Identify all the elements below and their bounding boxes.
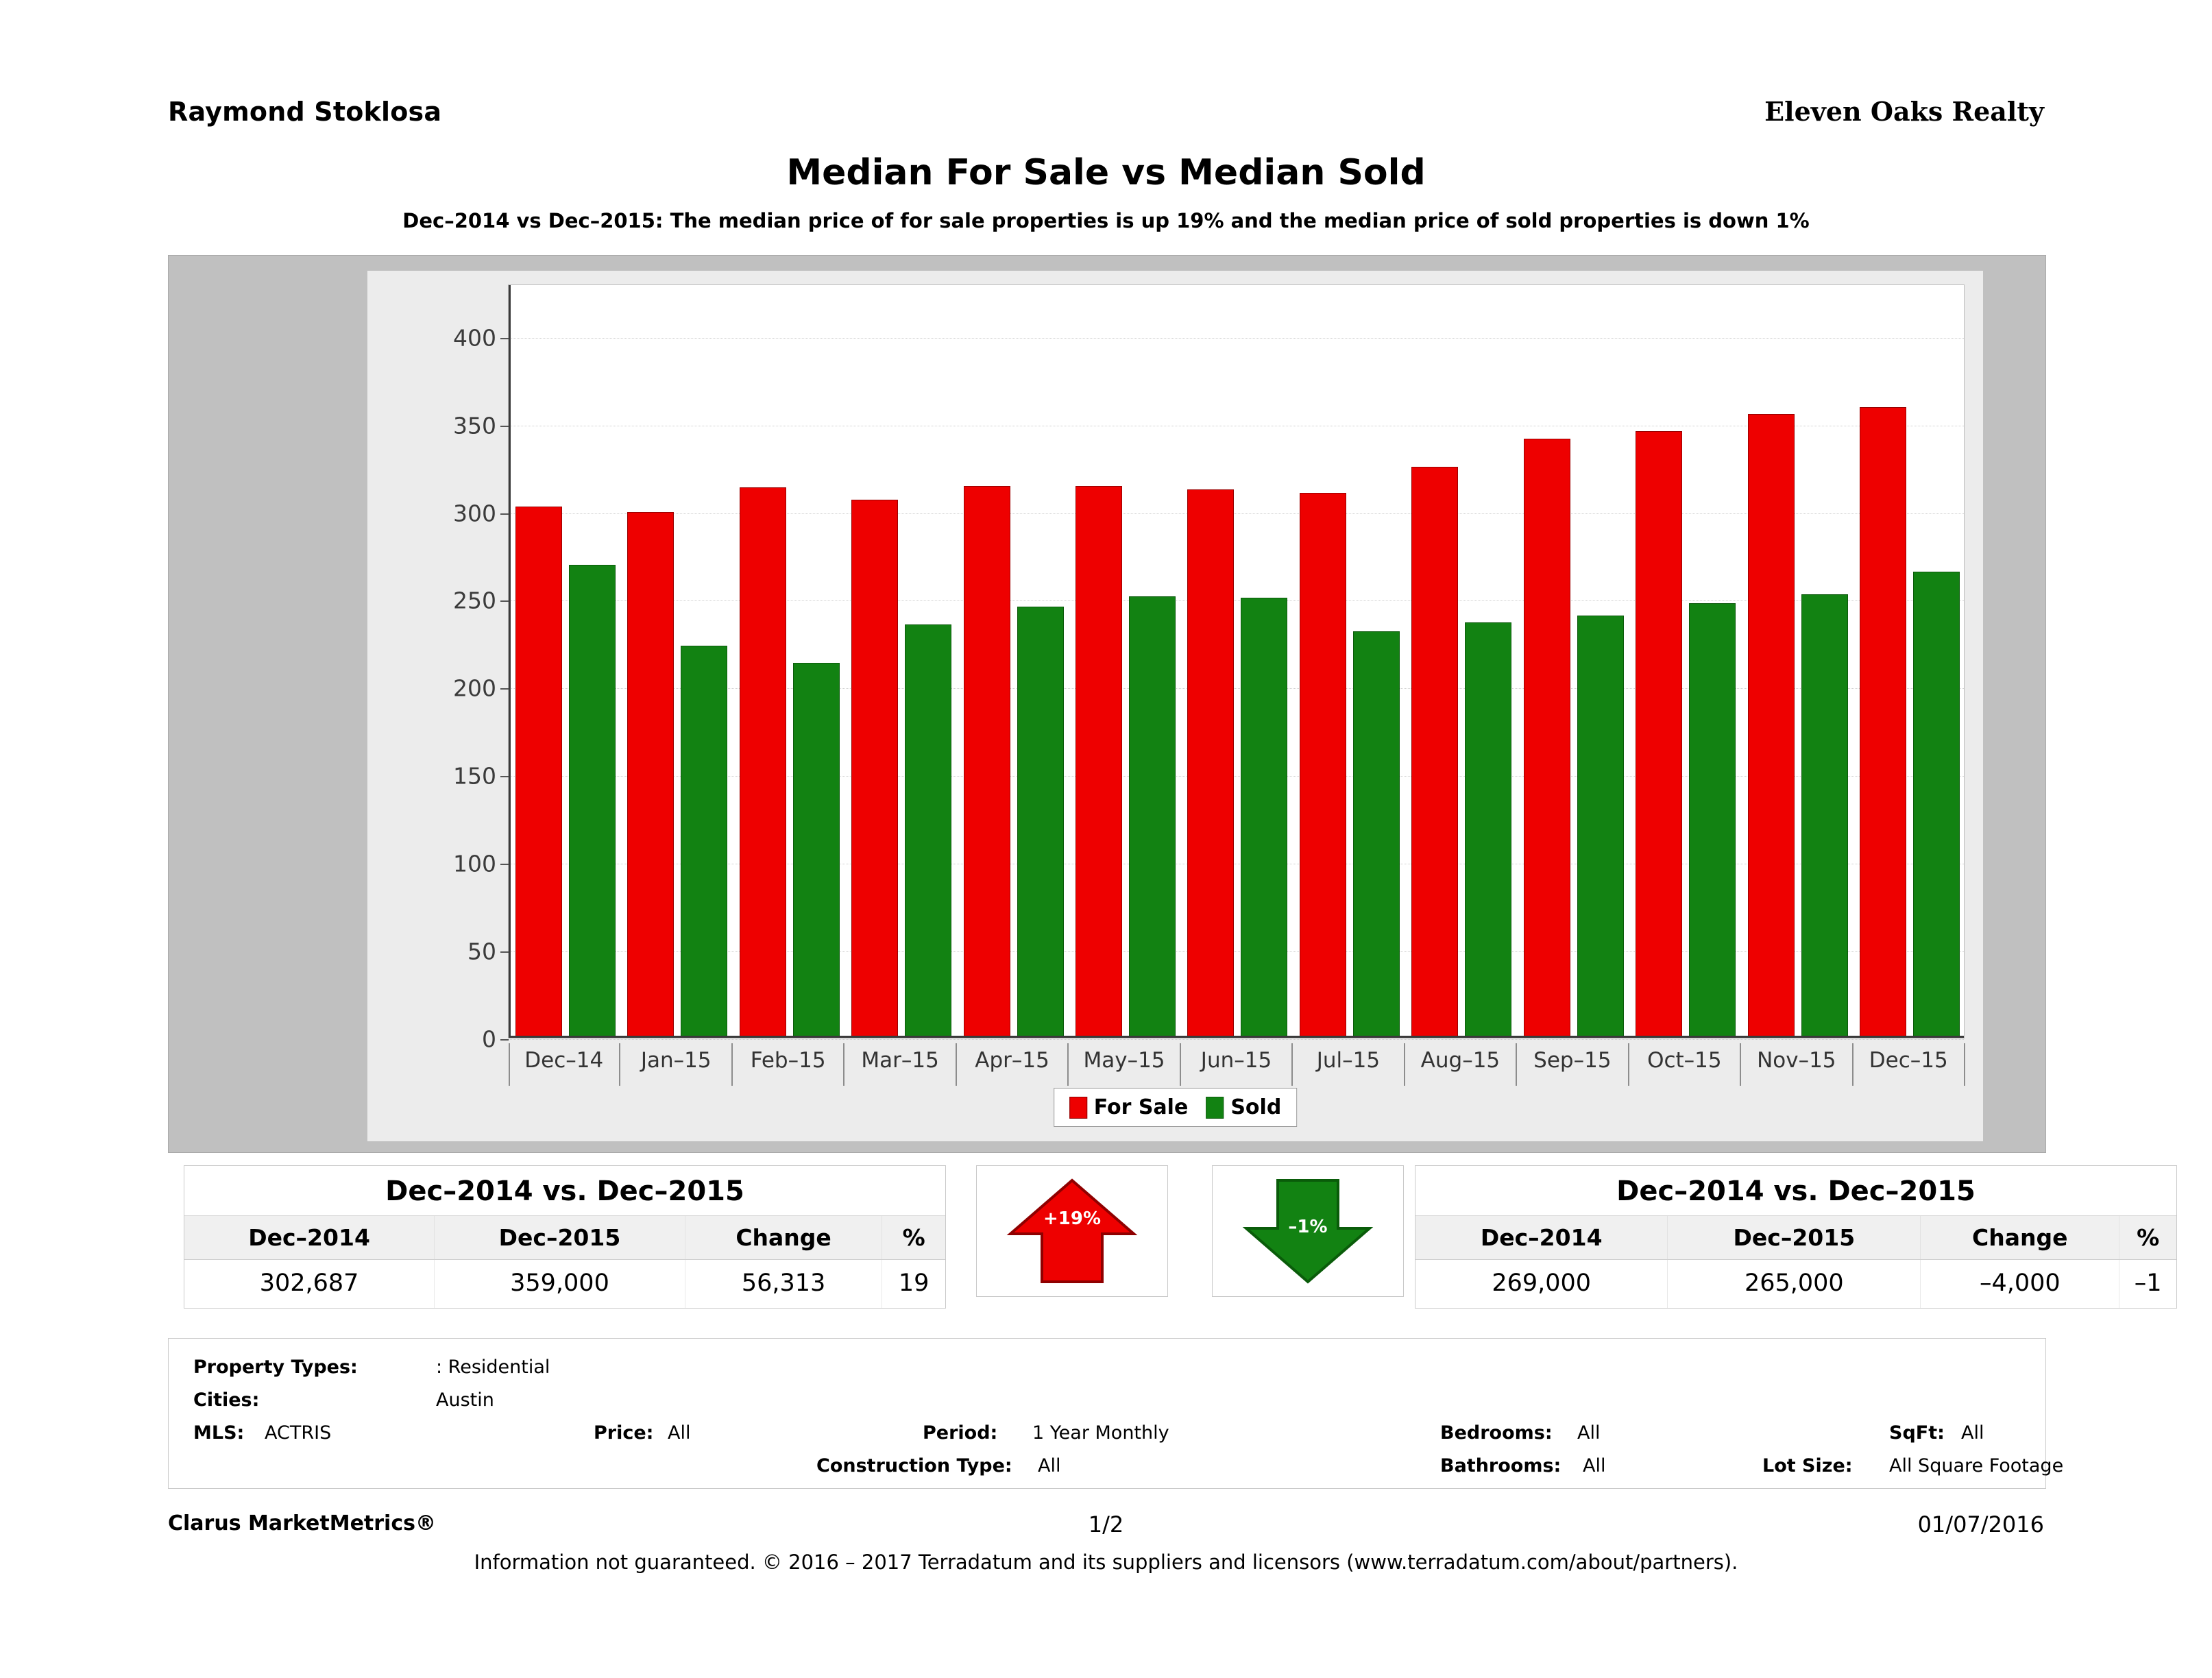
bar-sold [905, 624, 951, 1038]
footer-disclaimer: Information not guaranteed. © 2016 – 2017 Terradatum and its suppliers and licensors (www.terradatum.com/about/partners). [474, 1551, 1738, 1574]
y-tick-mark [500, 1039, 509, 1041]
table-header-row [184, 1216, 945, 1260]
label-bedrooms: Bedrooms: [1440, 1422, 1553, 1444]
x-tick-label: Feb–15 [750, 1048, 826, 1073]
col-dec-2015: Dec–2015 [1668, 1216, 1921, 1260]
bar-group [1517, 285, 1629, 1038]
criteria-cities-value: Austin [436, 1389, 494, 1411]
x-tick-label: Sep–15 [1533, 1048, 1612, 1073]
label-cities: Cities: [193, 1389, 260, 1411]
criteria-bedrooms-value: All [1577, 1422, 1601, 1444]
x-tick-label: May–15 [1083, 1048, 1165, 1073]
bar-sold [1577, 616, 1624, 1038]
y-tick-mark [500, 513, 509, 515]
bar-group [844, 285, 956, 1038]
bar-for-sale [515, 507, 562, 1038]
chart-frame [168, 255, 2046, 1153]
bar-sold [1241, 598, 1287, 1038]
col-percent: % [882, 1216, 945, 1260]
comparison-right-title: Dec–2014 vs. Dec–2015 [1415, 1166, 2176, 1216]
criteria-property-types [193, 1357, 358, 1378]
bar-sold [1465, 622, 1511, 1038]
y-tick-mark [500, 776, 509, 777]
comparison-left-title: Dec–2014 vs. Dec–2015 [184, 1166, 945, 1216]
cell-percent: 19 [898, 1269, 929, 1297]
legend-item-sold [1206, 1095, 1281, 1119]
agent-name: Raymond Stoklosa [168, 97, 442, 127]
legend-item-for-sale [1069, 1095, 1189, 1119]
comparison-table-sold [1415, 1165, 2177, 1309]
label-sqft: SqFt: [1889, 1422, 1945, 1444]
bar-for-sale [1075, 486, 1122, 1038]
cell-dec-2015: 265,000 [1668, 1260, 1921, 1309]
criteria-bathrooms [1440, 1455, 1561, 1476]
x-tick-label: Oct–15 [1647, 1048, 1722, 1073]
label-price: Price: [594, 1422, 654, 1444]
criteria-property-types-value: : Residential [436, 1357, 550, 1378]
cell-dec-2014: 269,000 [1415, 1260, 1668, 1309]
legend-label-sold: Sold [1230, 1095, 1282, 1119]
label-period: Period: [923, 1422, 998, 1444]
criteria-cities [193, 1389, 259, 1411]
bar-group [620, 285, 732, 1038]
bar-for-sale [1524, 439, 1570, 1038]
label-lot-size: Lot Size: [1762, 1455, 1853, 1476]
x-tick-label: Jan–15 [640, 1048, 712, 1073]
search-criteria-panel [168, 1338, 2064, 1489]
y-tick-mark [500, 600, 509, 602]
bar-group [1181, 285, 1293, 1038]
y-tick-mark [500, 951, 509, 953]
y-tick-label: 350 [453, 412, 496, 439]
y-tick-mark [500, 688, 509, 690]
col-dec-2015: Dec–2015 [435, 1216, 685, 1260]
cell-dec-2014: 302,687 [184, 1260, 435, 1309]
criteria-mls-value: ACTRIS [265, 1422, 332, 1444]
bar-sold [1689, 603, 1736, 1038]
trend-up-label: +19% [1043, 1208, 1102, 1229]
chart-canvas [367, 271, 1983, 1141]
bar-group [1629, 285, 1741, 1038]
bar-sold [1913, 572, 1960, 1038]
x-tick-label: Dec–15 [1869, 1048, 1948, 1073]
x-tick-label: Aug–15 [1420, 1048, 1500, 1073]
criteria-sqft [1889, 1422, 1945, 1444]
y-tick-label: 0 [482, 1025, 496, 1053]
criteria-sqft-value: All [1961, 1422, 1984, 1444]
criteria-lot-size-value: All Square Footage [1889, 1455, 2064, 1476]
bar-group [1293, 285, 1405, 1038]
bar-for-sale [627, 512, 674, 1038]
legend-swatch-sold [1206, 1097, 1224, 1119]
criteria-bedrooms [1440, 1422, 1553, 1444]
x-tick-label: Jun–15 [1200, 1048, 1272, 1073]
cell-change: –4,000 [1921, 1260, 2119, 1309]
criteria-lot-size [1762, 1455, 1853, 1476]
bar-sold [681, 646, 727, 1038]
criteria-period [923, 1422, 997, 1444]
footer-date: 01/07/2016 [1917, 1511, 2044, 1537]
trend-indicator-down [1212, 1165, 1404, 1297]
label-mls: MLS: [193, 1422, 245, 1444]
page-title: Median For Sale vs Median Sold [786, 152, 1426, 193]
footer-page-number: 1/2 [1088, 1511, 1124, 1537]
table-row [1415, 1260, 2176, 1309]
bar-group [1741, 285, 1853, 1038]
y-tick-label: 100 [453, 850, 496, 877]
bar-for-sale [851, 500, 898, 1038]
bar-group [509, 285, 620, 1038]
col-dec-2014: Dec–2014 [184, 1216, 435, 1260]
criteria-price [594, 1422, 653, 1444]
label-bathrooms: Bathrooms: [1440, 1455, 1561, 1476]
bar-for-sale [1636, 431, 1682, 1038]
y-tick-label: 150 [453, 762, 496, 790]
col-percent: % [2119, 1216, 2176, 1260]
bars-layer [509, 285, 1964, 1038]
x-axis-labels [508, 1044, 1965, 1085]
bar-for-sale [1300, 493, 1346, 1038]
trend-down-label: –1% [1288, 1217, 1328, 1237]
x-tick-label: Jul–15 [1316, 1048, 1381, 1073]
y-tick-mark [500, 426, 509, 427]
table-header-row [1415, 1216, 2176, 1260]
bar-for-sale [1411, 467, 1458, 1038]
x-tick-label: Apr–15 [975, 1048, 1049, 1073]
bar-group [733, 285, 844, 1038]
table-row [184, 1260, 945, 1309]
page-subtitle: Dec–2014 vs Dec–2015: The median price of for sale properties is up 19% and the median price of sold properties is down 1% [402, 209, 1810, 232]
bar-group [1069, 285, 1180, 1038]
legend-label-for-sale: For Sale [1093, 1095, 1189, 1119]
bar-group [1405, 285, 1517, 1038]
bar-sold [1353, 631, 1400, 1038]
y-tick-mark [500, 338, 509, 339]
y-tick-label: 50 [467, 938, 496, 965]
y-tick-label: 300 [453, 500, 496, 527]
cell-percent: –1 [2134, 1269, 2162, 1297]
col-change: Change [1921, 1216, 2119, 1260]
bar-for-sale [740, 487, 786, 1038]
bar-sold [1801, 594, 1848, 1038]
plot-area [453, 284, 1965, 1053]
y-tick-mark [500, 864, 509, 865]
y-tick-label: 400 [453, 324, 496, 352]
bar-group [957, 285, 1069, 1038]
bar-sold [1129, 596, 1176, 1038]
brokerage-name: Eleven Oaks Realty [1764, 96, 2044, 127]
cell-dec-2015: 359,000 [435, 1260, 685, 1309]
x-tick-label: Mar–15 [861, 1048, 939, 1073]
bar-sold [569, 565, 616, 1038]
arrow-up-icon [1004, 1176, 1141, 1286]
col-dec-2014: Dec–2014 [1415, 1216, 1668, 1260]
bar-for-sale [1187, 489, 1234, 1038]
bar-for-sale [1748, 414, 1795, 1038]
label-construction-type: Construction Type: [816, 1455, 1012, 1476]
cell-change: 56,313 [685, 1260, 882, 1309]
x-tick-label: Dec–14 [524, 1048, 604, 1073]
criteria-period-value: 1 Year Monthly [1032, 1422, 1169, 1444]
gridline [509, 1039, 1964, 1040]
bar-group [1854, 285, 1965, 1038]
bar-sold [793, 663, 840, 1038]
bar-for-sale [964, 486, 1010, 1038]
criteria-mls [193, 1422, 244, 1444]
y-tick-label: 200 [453, 674, 496, 702]
criteria-construction [816, 1455, 1012, 1476]
bar-sold [1017, 607, 1064, 1038]
col-change: Change [685, 1216, 882, 1260]
y-tick-label: 250 [453, 587, 496, 614]
x-tick-label: Nov–15 [1757, 1048, 1836, 1073]
footer-brand: Clarus MarketMetrics® [168, 1511, 436, 1535]
report-header [168, 96, 2044, 127]
criteria-price-value: All [668, 1422, 691, 1444]
criteria-bathrooms-value: All [1583, 1455, 1606, 1476]
trend-indicator-up [976, 1165, 1168, 1297]
comparison-table-for-sale [184, 1165, 946, 1309]
y-axis-line [509, 285, 511, 1038]
x-axis-line [509, 1036, 1964, 1038]
legend-swatch-for-sale [1069, 1097, 1087, 1119]
label-property-types: Property Types: [193, 1357, 358, 1378]
criteria-construction-value: All [1038, 1455, 1061, 1476]
bar-for-sale [1860, 407, 1906, 1038]
chart-legend [1054, 1088, 1298, 1127]
